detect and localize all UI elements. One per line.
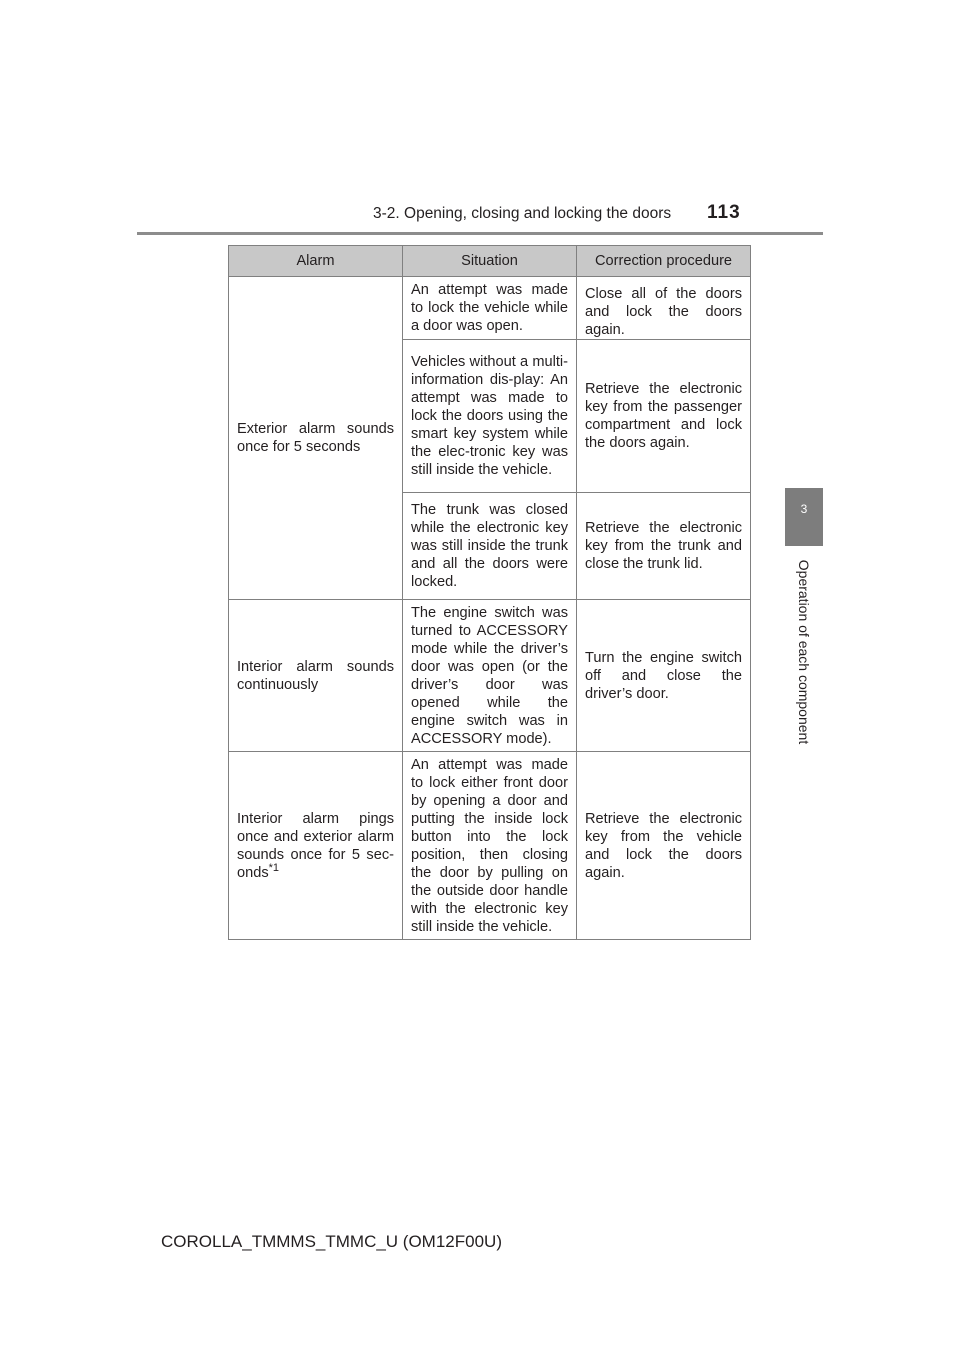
page-number: 113 [707,202,741,223]
chapter-tab[interactable]: 3 [785,488,823,546]
correction-cell: Retrieve the electronic key from the vehicle and lock the doors again. [577,752,751,940]
alarm-cell [229,752,403,940]
situation-cell: An attempt was made to lock the vehicle while a door was open. [403,277,577,340]
footnote-marker: *1 [268,861,280,874]
column-header-situation: Situation [403,246,577,277]
alarm-table [228,245,751,940]
situation-cell: The trunk was closed while the electronic key was still inside the trunk and all the doors were locked. [403,493,577,600]
situation-cell: An attempt was made to lock either front door by opening a door and putting the inside lock button into the lock position, then closing the door by pulling on the outside door handle with the electronic key still inside the vehicle. [403,752,577,940]
document-footer: COROLLA_TMMMS_TMMC_U (OM12F00U) [161,1232,502,1251]
correction-cell: Turn the engine switch off and close the driver’s door. [577,600,751,752]
situation-cell: Vehicles without a multi-information dis-play: An attempt was made to lock the doors using the smart key system while the elec-tronic key was still inside the vehicle. [403,340,577,493]
column-header-correction: Correction procedure [577,246,751,277]
table-header-row [229,246,751,277]
correction-cell: Retrieve the electronic key from the passenger compartment and lock the doors again. [577,340,751,493]
chapter-label: Operation of each component [796,559,812,745]
table-row [229,752,751,940]
header-divider [137,232,823,235]
column-header-alarm: Alarm [229,246,403,277]
table-row [229,277,751,340]
correction-cell: Close all of the doors and lock the doors again. [577,277,751,340]
alarm-text: Interior alarm pings once and exterior alarm sounds once for 5 sec-onds [237,810,394,881]
table-row [229,600,751,752]
alarm-cell: Exterior alarm sounds once for 5 seconds [229,277,403,600]
correction-cell: Retrieve the electronic key from the trunk and close the trunk lid. [577,493,751,600]
situation-cell: The engine switch was turned to ACCESSORY mode while the driver’s door was open (or the driver’s door was opened while the engine switch was in ACCESSORY mode). [403,600,577,752]
alarm-cell: Interior alarm sounds continuously [229,600,403,752]
section-title: 3-2. Opening, closing and locking the doors [373,205,672,222]
